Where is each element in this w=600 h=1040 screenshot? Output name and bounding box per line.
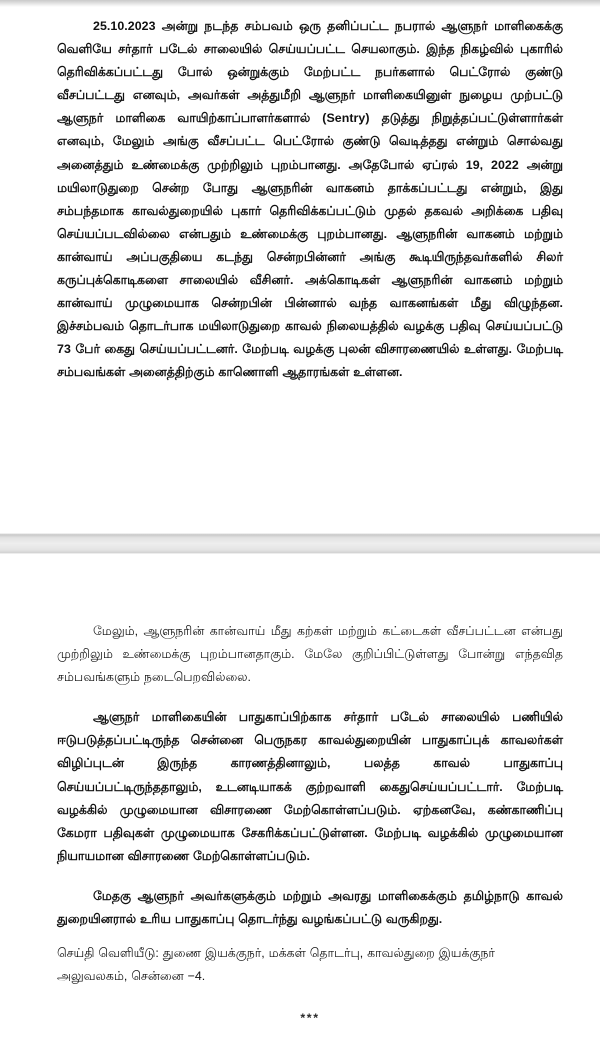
press-release-source-line: செய்தி வெளியீடு: துணை இயக்குநர், மக்கள் தொடர்பு, காவல்துறை இயக்குநர் அலுவலகம், சென்னை −4.: [57, 946, 495, 984]
page-top-edge: [0, 0, 600, 7]
paragraph: 25.10.2023 அன்று நடந்த சம்பவம் ஒரு தனிப்பட்ட நபரால் ஆளுநர் மாளிகைக்கு வெளியே சர்தார் படேல் சாலையில் செய்யப்பட்ட செயலாகும். இந்த நிகழ்வில் புகாரில் தெரிவிக்கப்பட்டது போல் ஒன்றுக்கும் மேற்பட்ட நபர்களால் பெட்ரோல் குண்டு வீசப்பட்டது எனவும், அவர்கள் அத்துமீறி ஆளுநர் மாளிகையினுள் நுழைய முற்பட்டு ஆளுநர் மாளிகை வாயிற்காப்பாளர்களால் (Sentry) தடுத்து நிறுத்தப்பட்டுள்ளார்கள் எனவும், மேலும் அங்கு வீசப்பட்ட பெட்ரோல் குண்டு வெடித்தது என்றும் சொல்வது அனைத்தும் உண்மைக்கு முற்றிலும் புறம்பானது. அதேபோல் ஏப்ரல் 19, 2022 அன்று மயிலாடுதுறை சென்ற போது ஆளுநரின் வாகனம் தாக்கப்பட்டது என்றும், இது சம்பந்தமாக காவல்துறையில் புகார் தெரிவிக்கப்பட்டும் முதல் தகவல் அறிக்கை பதிவு செய்யப்படவில்லை என்பதும் உண்மைக்கு புறம்பானது. ஆளுநரின் வாகனம் மற்றும் கான்வாய் அப்பகுதியை கடந்து சென்றபின்னர் அங்கு கூடியிருந்தவர்களில் சிலர் கருப்புக்கொடிகளை சாலையில் வீசினர். அக்கொடிகள் ஆளுநரின் வாகனம் மற்றும் கான்வாய் முழுமையாக சென்றபின் பின்னால் வந்த வாகனங்கள் மீது விழுந்தன. இச்சம்பவம் தொடர்பாக மயிலாடுதுறை காவல் நிலையத்தில் வழக்கு பதிவு செய்யப்பட்டு 73 பேர் கைது செய்யப்பட்டனர். மேற்படி வழக்கு புலன் விசாரணையில் உள்ளது. மேற்படி சம்பவங்கள் அனைத்திற்கும் காணொளி ஆதாரங்கள் உள்ளன.: [57, 19, 563, 380]
paragraph: ஆளுநர் மாளிகையின் பாதுகாப்பிற்காக சர்தார் படேல் சாலையில் பணியில் ஈடுபடுத்தப்பட்டிருந்த சென்னை பெருநகர காவல்துறையின் பாதுகாப்புக் காவலர்கள் விழிப்புடன் இருந்த காரணத்தினாலும், பலத்த காவல் பாதுகாப்பு செய்யப்பட்டிருந்ததாலும், உடனடியாகக் குற்றவாளி கைதுசெய்யப்பட்டார். மேற்படி வழக்கில் முழுமையான விசாரணை மேற்கொள்ளப்படும். ஏற்கனவே, கண்காணிப்பு கேமரா பதிவுகள் முழுமையாக சேகரிக்கப்பட்டுள்ளன. மேற்படி வழக்கில் முழுமையான நியாயமான விசாரணை மேற்கொள்ளப்படும்.: [57, 710, 563, 863]
paragraph-spacer: [57, 868, 563, 885]
paragraph: மேலும், ஆளுநரின் கான்வாய் மீது கற்கள் மற்றும் கட்டைகள் வீசப்பட்டன என்பது முற்றிலும் உண்மைக்கு புறம்பானதாகும். மேலே குறிப்பிட்டுள்ளது போன்று எந்தவித சம்பவங்களும் நடைபெறவில்லை.: [57, 624, 563, 685]
page-break-separator: [0, 533, 600, 554]
paragraph: மேதகு ஆளுநர் அவர்களுக்கும் மற்றும் அவரது மாளிகைக்கும் தமிழ்நாடு காவல் துறையினரால் உரிய பாதுகாப்பு தொடர்ந்து வழங்கப்பட்டு வருகிறது.: [57, 888, 563, 927]
document-page-2: [0, 554, 600, 1040]
document-page-1: [0, 7, 600, 533]
paragraph-spacer: [57, 689, 563, 706]
end-mark-container: [57, 988, 563, 1026]
paragraph-spacer: [57, 931, 563, 942]
end-of-document-mark: ***: [300, 1011, 320, 1026]
